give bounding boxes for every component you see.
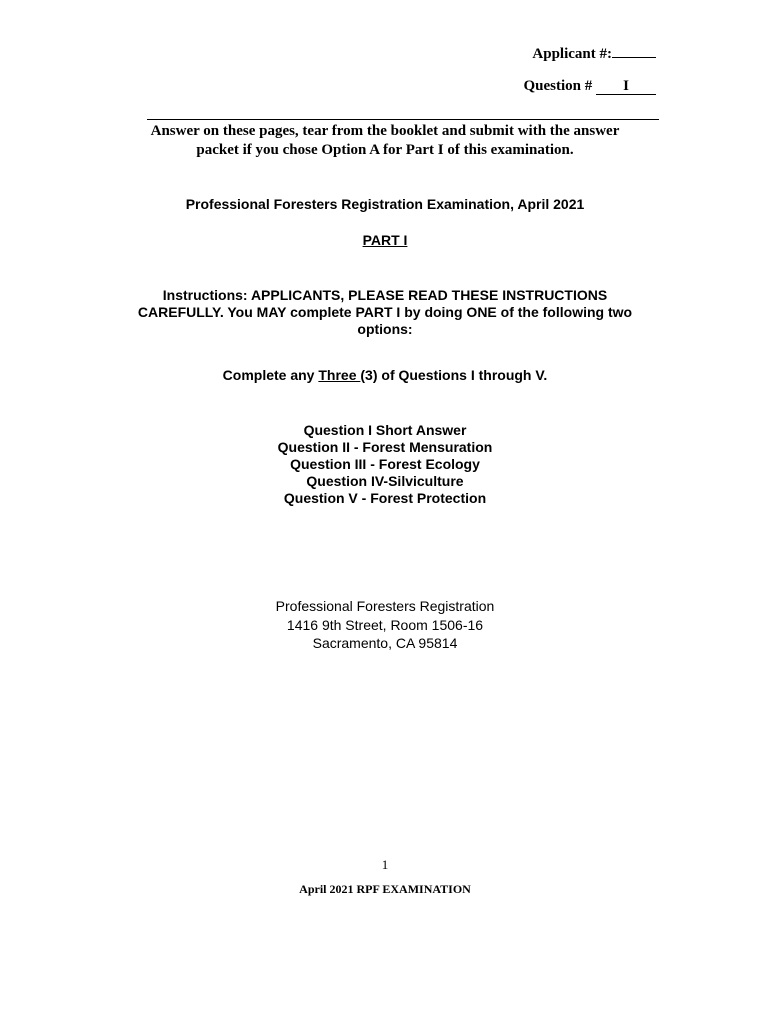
- list-item: Question I Short Answer: [303, 422, 467, 438]
- header-divider: [147, 119, 659, 120]
- question-value: I: [596, 79, 656, 95]
- part-heading-text: PART I: [362, 232, 408, 248]
- question-label: Question #: [523, 78, 593, 94]
- instructions-line: options:: [357, 321, 413, 337]
- footer-exam-label: April 2021 RPF EXAMINATION: [299, 882, 471, 896]
- complete-any-prefix: Complete any: [222, 367, 319, 383]
- list-item: Question V - Forest Protection: [283, 490, 487, 506]
- instructions-line: CAREFULLY. You MAY complete PART I by doing ONE of the following two: [137, 304, 633, 320]
- applicant-label: Applicant #:: [532, 46, 612, 62]
- applicant-value-blank: [612, 57, 656, 58]
- page-number: 1: [381, 857, 389, 872]
- complete-any-count: Three: [318, 367, 361, 383]
- mailing-address: [0, 597, 770, 653]
- address-line: 1416 9th Street, Room 1506-16: [286, 616, 484, 633]
- notice-line: Answer on these pages, tear from the booklet and submit with the answer: [150, 123, 620, 139]
- question-list: [0, 422, 770, 507]
- complete-any-instruction: [0, 367, 770, 383]
- list-item: Question IV-Silviculture: [306, 473, 464, 489]
- complete-any-suffix: (3) of Questions I through V.: [360, 367, 548, 383]
- address-line: Professional Foresters Registration: [275, 598, 495, 614]
- list-item: Question III - Forest Ecology: [290, 456, 480, 472]
- notice-line: packet if you chose Option A for Part I of this examination.: [196, 142, 574, 158]
- exam-title: Professional Foresters Registration Examination, April 2021: [185, 196, 585, 212]
- submission-notice: [0, 122, 770, 160]
- list-item: Question II - Forest Mensuration: [277, 439, 493, 455]
- question-number-field: [523, 78, 656, 95]
- address-line: Sacramento, CA 95814: [312, 635, 458, 651]
- instructions: [0, 287, 770, 338]
- part-heading: [0, 232, 770, 248]
- applicant-number-field: [532, 46, 656, 63]
- instructions-line: Instructions: APPLICANTS, PLEASE READ THESE INSTRUCTIONS: [162, 287, 608, 303]
